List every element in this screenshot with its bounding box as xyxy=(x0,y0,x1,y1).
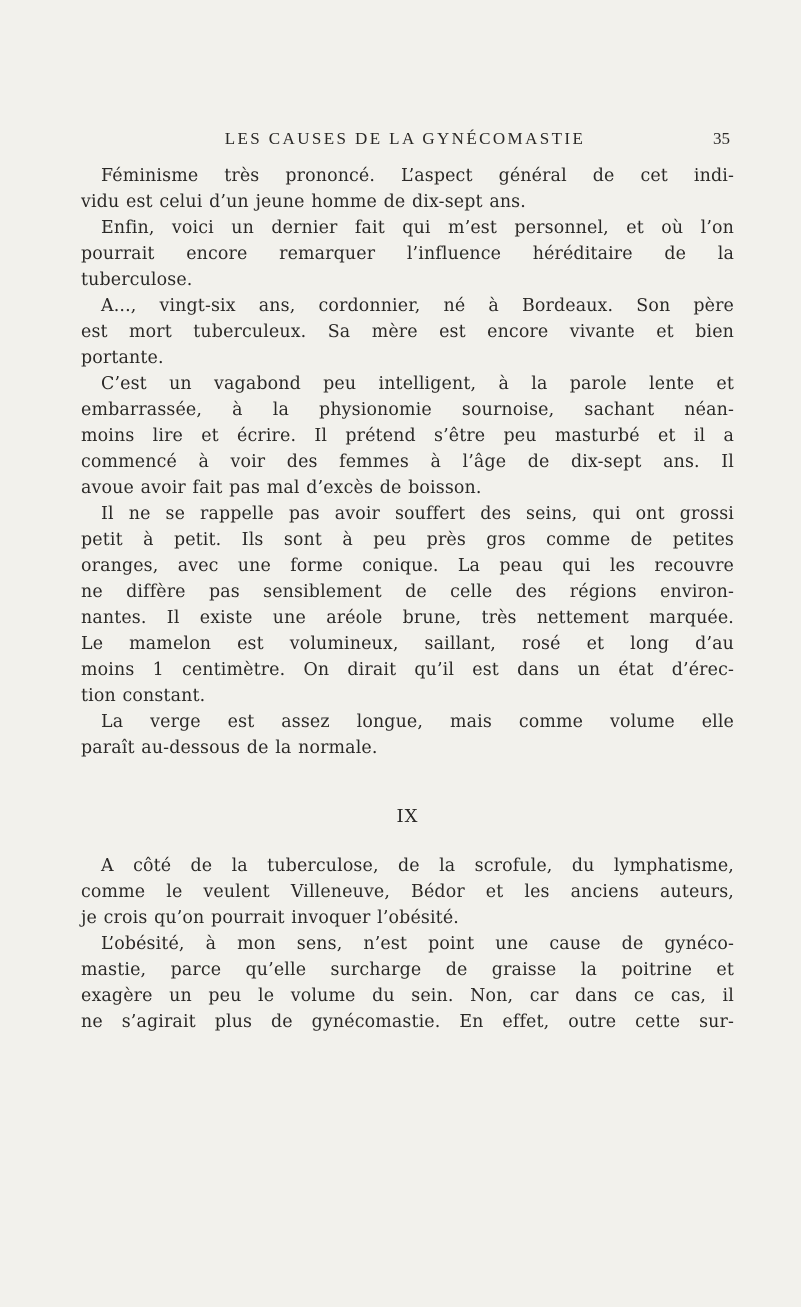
text-line: commencé à voir des femmes à l’âge de dix-sept ans. Il xyxy=(81,452,734,472)
text-line: A..., vingt-six ans, cordonnier, né à Bordeaux. Son père xyxy=(101,296,734,316)
text-line: tuberculose. xyxy=(81,270,193,290)
text-line: moins lire et écrire. Il prétend s’être peu masturbé et il a xyxy=(81,426,734,446)
text-line: Féminisme très prononcé. L’aspect général de cet indi- xyxy=(101,166,734,186)
body-text xyxy=(81,163,734,1035)
text-line: pourrait encore remarquer l’influence héréditaire de la xyxy=(81,244,734,264)
running-title: LES CAUSES DE LA GYNÉCOMASTIE xyxy=(224,129,586,148)
text-line: nantes. Il existe une aréole brune, très nettement marquée. xyxy=(81,608,734,628)
text-line: je crois qu’on pourrait invoquer l’obésité. xyxy=(81,908,459,928)
text-line: est mort tuberculeux. Sa mère est encore vivante et bien xyxy=(81,322,734,342)
text-line: paraît au-dessous de la normale. xyxy=(81,738,378,758)
text-line: mastie, parce qu’elle surcharge de graisse la poitrine et xyxy=(81,960,734,980)
text-line: portante. xyxy=(81,348,164,368)
text-line: ne s’agirait plus de gynécomastie. En effet, outre cette sur- xyxy=(81,1012,734,1032)
running-head xyxy=(80,127,730,151)
text-line: La verge est assez longue, mais comme volume elle xyxy=(101,712,734,732)
text-line: comme le veulent Villeneuve, Bédor et les anciens auteurs, xyxy=(81,882,734,902)
text-line: petit à petit. Ils sont à peu près gros comme de petites xyxy=(81,530,734,550)
text-line: vidu est celui d’un jeune homme de dix-sept ans. xyxy=(81,192,526,212)
section-heading: IX xyxy=(396,806,419,827)
text-line: Il ne se rappelle pas avoir souffert des seins, qui ont grossi xyxy=(101,504,734,524)
text-line: L’obésité, à mon sens, n’est point une cause de gynéco- xyxy=(101,934,734,954)
text-line: exagère un peu le volume du sein. Non, car dans ce cas, il xyxy=(81,986,734,1006)
text-line: A côté de la tuberculose, de la scrofule, du lymphatisme, xyxy=(101,856,734,876)
text-line: moins 1 centimètre. On dirait qu’il est dans un état d’érec- xyxy=(81,660,734,680)
text-line: avoue avoir fait pas mal d’excès de boisson. xyxy=(81,478,482,498)
text-line: C’est un vagabond peu intelligent, à la parole lente et xyxy=(101,374,734,394)
text-line: Le mamelon est volumineux, saillant, rosé et long d’au xyxy=(81,634,734,654)
text-line: embarrassée, à la physionomie sournoise, sachant néan- xyxy=(81,400,734,420)
text-line: oranges, avec une forme conique. La peau qui les recouvre xyxy=(81,556,734,576)
text-line: tion constant. xyxy=(81,686,206,706)
text-line: Enfin, voici un dernier fait qui m’est personnel, et où l’on xyxy=(101,218,734,238)
text-line: ne diffère pas sensiblement de celle des régions environ- xyxy=(81,582,734,602)
page-number: 35 xyxy=(713,129,730,148)
